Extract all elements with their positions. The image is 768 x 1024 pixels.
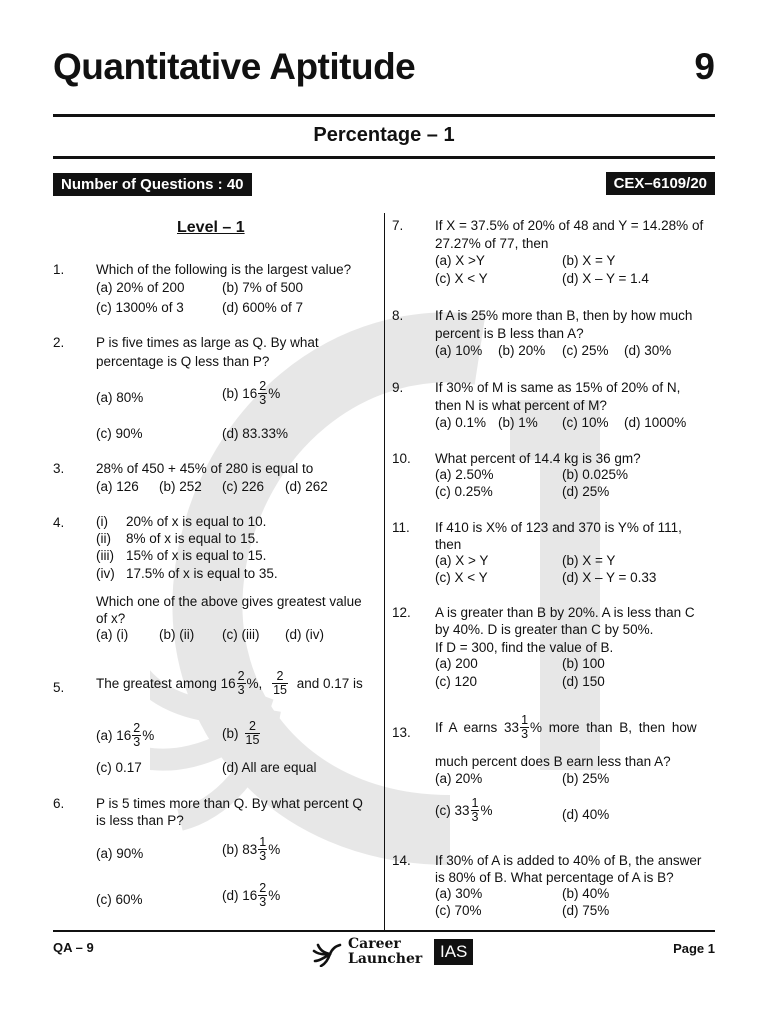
option-a: (a) 16 $\frac{2}{3}$ % [96,721,155,749]
option-d: (d) 16 $\frac{2}{3}$ % [222,881,281,909]
brand-line-2: Launcher [348,951,423,967]
header-rule [53,114,715,117]
option-b: (b) X = Y [562,253,616,268]
level-heading: Level – 1 [177,219,245,236]
option-d: (d) 600% of 7 [222,300,304,315]
question-13-line-2: much percent does B earn less than A? [435,754,671,769]
option-a: (a) 0.1% [435,415,487,430]
question-number: 4. [53,515,65,530]
option-c: (c) 0.25% [435,484,493,499]
question-4-line-1: Which one of the above gives greatest value [96,594,362,609]
option-d: (d) X – Y = 0.33 [562,570,657,585]
question-number: 12. [392,605,411,620]
option-a: (a) 200 [435,656,478,671]
option-c: (c) X < Y [435,271,488,286]
option-b: (b) X = Y [562,553,616,568]
question-4-line-2: of x? [96,611,126,626]
fraction: $\frac{1}{3}$ [259,835,267,863]
option-c: (c) 226 [222,479,265,494]
section-title: Percentage – 1 [313,124,455,146]
brand-name [348,937,422,967]
option-b: (b) 1% [498,415,538,430]
code-badge: CEX–6109/20 [606,172,715,195]
fraction: $\frac{2}{15}$ [245,719,260,747]
question-9-line-2: then N is what percent of M? [435,398,607,413]
question-number: 3. [53,461,65,476]
option-c: (c) 70% [435,903,482,918]
option-c: (c) 90% [96,426,143,441]
option-c: (c) (iii) [222,627,260,642]
option-c: (c) 1300% of 3 [96,300,184,315]
option-b: (b) $\frac{2}{15}$ [222,719,260,747]
option-c: (c) 120 [435,674,478,689]
brand-line-1: Career [348,936,401,952]
option-a: (a) 30% [435,886,483,901]
option-d: (d) (iv) [285,627,324,642]
question-2-line-1: P is five times as large as Q. By what [96,335,319,350]
statement-iv: 17.5% of x is equal to 35. [126,566,278,581]
question-3-text: 28% of 450 + 45% of 280 is equal to [96,461,314,476]
option-d: (d) 25% [562,484,610,499]
question-number: 5. [53,680,65,695]
option-c: (c) 25% [562,343,609,358]
option-b: (b) 20% [498,343,546,358]
fraction: $\frac{2}{15}$ [273,669,287,697]
fraction: $\frac{1}{3}$ [471,796,479,824]
option-b: (b) 25% [562,771,610,786]
option-c: (c) X < Y [435,570,488,585]
question-number: 9. [392,380,404,395]
statement-iv-label: (iv) [96,566,115,581]
statement-iii: 15% of x is equal to 15. [126,548,267,563]
question-11-line-1: If 410 is X% of 123 and 370 is Y% of 111, [435,520,682,535]
column-divider [384,213,385,931]
fraction: $\frac{2}{3}$ [237,669,245,697]
question-1-text: Which of the following is the largest value? [96,262,352,277]
option-d: (d) 83.33% [222,426,289,441]
page-number: Page 1 [673,941,715,956]
option-b: (b) 7% of 500 [222,280,304,295]
subtitle-rule [53,156,715,159]
question-number: 2. [53,335,65,350]
fraction: $\frac{2}{3}$ [259,379,267,407]
question-14-line-1: If 30% of A is added to 40% of B, the answer [435,853,702,868]
question-number: 13. [392,725,411,740]
statement-i-label: (i) [96,514,108,529]
question-12-line-2: by 40%. D is greater than C by 50%. [435,622,654,637]
question-number: 7. [392,218,404,233]
fraction: $\frac{2}{3}$ [133,721,141,749]
question-number: 14. [392,853,411,868]
option-d: (d) All are equal [222,760,317,775]
question-7-line-2: 27.27% of 77, then [435,236,549,251]
chapter-number: 9 [694,46,715,87]
option-b: (b) (ii) [159,627,195,642]
statement-iii-label: (iii) [96,548,114,563]
option-d: (d) 30% [624,343,672,358]
option-d: (d) 262 [285,479,328,494]
question-number: 8. [392,308,404,323]
option-b: (b) 40% [562,886,610,901]
footer-code: QA – 9 [53,940,94,955]
question-12-line-3: If D = 300, find the value of B. [435,640,614,655]
question-5-text: The greatest among 16 $\frac{2}{3}$ %, $\frac{2}{15}$ and 0.17 is [96,669,363,697]
ias-badge: IAS [434,939,473,965]
footer-rule [53,930,715,932]
question-number: 6. [53,796,65,811]
question-7-line-1: If X = 37.5% of 20% of 48 and Y = 14.28% of [435,218,704,233]
fraction: $\frac{1}{3}$ [521,713,529,741]
statement-ii-label: (ii) [96,531,111,546]
option-a: (a) 20% of 200 [96,280,185,295]
option-b: (b) 0.025% [562,467,629,482]
option-d: (d) 40% [562,807,610,822]
question-10-text: What percent of 14.4 kg is 36 gm? [435,451,641,466]
option-c: (c) 60% [96,892,143,907]
question-6-line-2: is less than P? [96,813,184,828]
question-8-line-2: percent is B less than A? [435,326,584,341]
option-c: (c) 0.17 [96,760,142,775]
option-a: (a) 20% [435,771,483,786]
statement-i: 20% of x is equal to 10. [126,514,267,529]
option-d: (d) 75% [562,903,610,918]
option-c: (c) 33 $\frac{1}{3}$ % [435,796,493,824]
option-a: (a) 2.50% [435,467,494,482]
fraction: $\frac{2}{3}$ [259,881,267,909]
statement-ii: 8% of x is equal to 15. [126,531,259,546]
option-d: (d) 150 [562,674,605,689]
option-a: (a) X > Y [435,553,489,568]
question-8-line-1: If A is 25% more than B, then by how much [435,308,693,323]
question-count-badge: Number of Questions : 40 [53,173,252,196]
question-number: 11. [392,520,410,535]
option-d: (d) 1000% [624,415,687,430]
launcher-swirl-icon [312,941,342,967]
option-b: (b) 100 [562,656,605,671]
option-a: (a) (i) [96,627,129,642]
question-14-line-2: is 80% of B. What percentage of A is B? [435,870,674,885]
option-c: (c) 10% [562,415,609,430]
question-6-line-1: P is 5 times more than Q. By what percent Q [96,796,363,811]
document-title: Quantitative Aptitude [53,46,416,87]
question-number: 10. [392,451,411,466]
option-b: (b) 16 $\frac{2}{3}$ % [222,379,281,407]
option-a: (a) 80% [96,390,144,405]
question-number: 1. [53,262,65,277]
option-b: (b) 83 $\frac{1}{3}$ % [222,835,281,863]
question-2-line-2: percentage is Q less than P? [96,354,270,369]
question-12-line-1: A is greater than B by 20%. A is less than C [435,605,695,620]
option-a: (a) 10% [435,343,483,358]
option-b: (b) 252 [159,479,202,494]
question-13-line-1: If A earns 33 $\frac{1}{3}$ % more than B, then how [435,713,697,741]
option-d: (d) X – Y = 1.4 [562,271,649,286]
question-11-line-2: then [435,537,462,552]
option-a: (a) 90% [96,846,144,861]
brand-logo [312,937,432,971]
question-9-line-1: If 30% of M is same as 15% of 20% of N, [435,380,681,395]
option-a: (a) 126 [96,479,139,494]
option-a: (a) X >Y [435,253,485,268]
